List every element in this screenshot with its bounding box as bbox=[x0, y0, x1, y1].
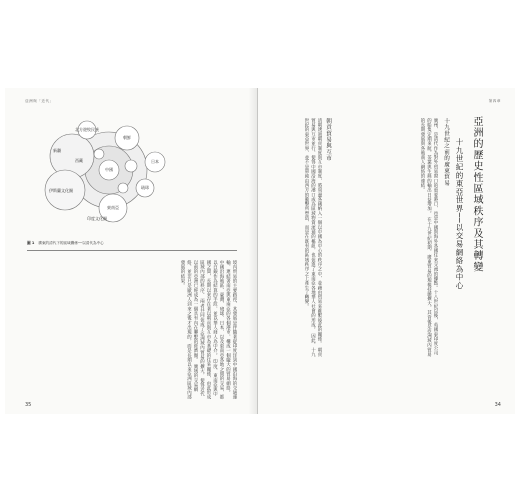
right-folio: 34 bbox=[494, 402, 501, 408]
section-heading-1: 十九世紀之前的廣東貿易 bbox=[443, 118, 449, 187]
label-ryukyu: 琉球 bbox=[141, 185, 149, 190]
label-southeast-asia: 東南亞 bbox=[107, 205, 119, 210]
right-text-block-1 bbox=[338, 118, 438, 358]
right-paragraph: 因此，十九世紀的東亞世界，並不是單純由西方的衝擊所塑造，而是在既有的區域秩序之上產生了轉變。 bbox=[304, 118, 316, 357]
right-page bbox=[258, 88, 515, 414]
right-paragraph: 在十九世紀初期，廣東貿易的規模持續擴大，其背後是亞洲域內貿易的長期發展與各地商人網絡的連結。 bbox=[420, 118, 432, 357]
label-islam: 伊斯蘭文化圈 bbox=[49, 188, 73, 193]
right-paragraph: 清朝透過朝貢制度與互市制度，將周邊各國納入一個以中國為中心的秩序之中，並藉由貿易來維繫彼此的關係。 bbox=[317, 118, 322, 346]
label-north-asia: 北方遊牧民族 bbox=[75, 127, 99, 132]
right-paragraph: 廣州，是清代作為對外貿易窗口的重要港口，也是中國與海外各國往來交流的據點。十八世紀以後，英國東印度公司的船隻定期來航，茶葉與生絲的輸出日益增加。 bbox=[426, 118, 438, 356]
label-india: 印度文化圈 bbox=[87, 216, 107, 221]
left-folio: 35 bbox=[25, 402, 32, 408]
right-text-block-2 bbox=[268, 118, 322, 358]
left-text-block bbox=[27, 260, 237, 400]
left-paragraph: 中國沿海地區、臺灣、琉球、日本，以及東南亞各地之間的交易，都以白銀作為結算的手段，並以華人商人為中介。 bbox=[212, 260, 224, 400]
section-heading-2: 朝貢貿易與互市 bbox=[325, 118, 331, 162]
chapter-title: 亞洲的歷史性區域秩序及其轉變 bbox=[471, 116, 482, 273]
figure-caption bbox=[27, 241, 104, 246]
left-paragraph: 境內貿易的主要路徑，其發展是伴隨著從印度洋到中國沿海的交通運輸，連結著南亞與東南亞的各個港市，構成一個龐大的貿易網絡。 bbox=[225, 260, 237, 400]
label-china: 中國 bbox=[105, 167, 113, 172]
open-book-spread bbox=[0, 88, 520, 414]
figure-divider bbox=[27, 250, 237, 251]
right-running-head: 第四章 bbox=[488, 99, 501, 103]
figure-number: 圖 1 bbox=[27, 241, 35, 245]
label-korea: 朝鮮 bbox=[123, 135, 131, 140]
left-paragraph: 印度、東南亞與中國之間，長期以來存在著以朝貢與互市為基礎的往來關係，由此形成區域內部的秩序。 bbox=[199, 260, 218, 400]
label-xinjiang: 新疆 bbox=[53, 148, 61, 153]
left-paragraph: 廣域的交易網絡，並非只是歐洲人到來之後才出現的，而是長期以來亞洲區域內部發展的結果。 bbox=[180, 260, 198, 400]
label-tibet: 西藏 bbox=[75, 158, 83, 163]
left-page bbox=[5, 88, 258, 414]
right-paragraph: 朝貢貿易與互市並行，使得中國沿海的港口成為區域物資流通的樞紐，也促進了東南亞各地華人社會的形成。 bbox=[310, 118, 322, 357]
label-japan: 日本 bbox=[151, 159, 159, 164]
left-running-head: 亞洲與「近代」 bbox=[25, 99, 54, 103]
chapter-subtitle: 十九世紀的東亞世界──以交易網絡為中心 bbox=[455, 138, 464, 290]
left-paragraph: 兩者共同促成了亞洲域內貿易的擴大，使得近代以前的亞洲已經成為一個具有內在聯繫的經濟圈。 bbox=[193, 260, 205, 397]
figure-caption-text: 廣東的清代下的區域關係──以清代為中心 bbox=[38, 241, 104, 245]
regional-relations-diagram bbox=[27, 118, 167, 228]
